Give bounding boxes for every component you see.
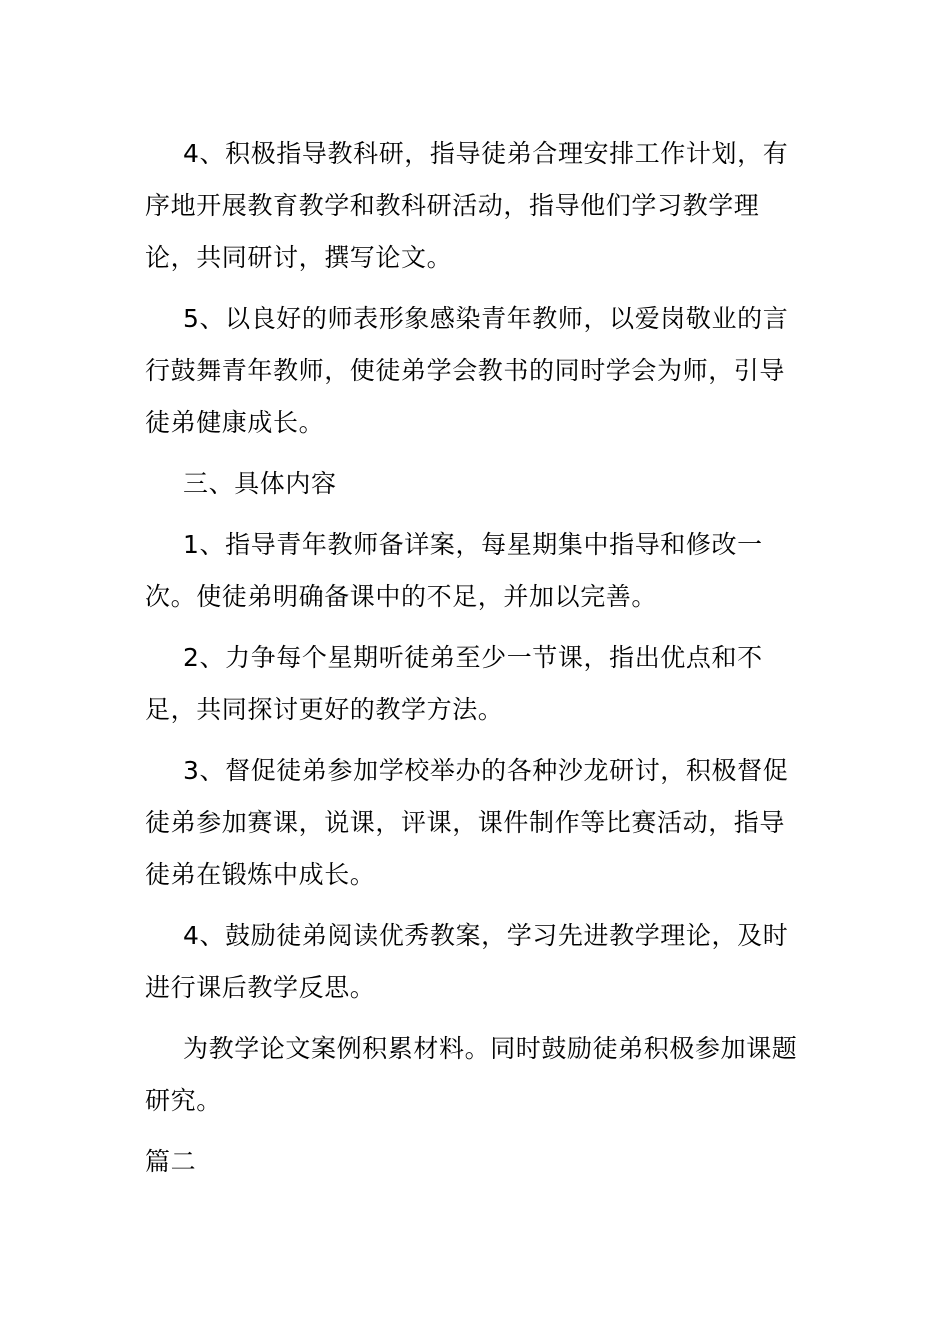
paragraph-salon-activities: 3、督促徒弟参加学校举办的各种沙龙研讨，积极督促徒弟参加赛课，说课，评课，课件制作等比赛活动，指导徒弟在锻炼中成长。: [145, 756, 789, 889]
paragraph-lesson-plans: 1、指导青年教师备详案，每星期集中指导和修改一次。使徒弟明确备课中的不足，并加以完善。: [145, 530, 763, 611]
section-heading-specific-content: 三、具体内容: [183, 469, 337, 498]
paragraph-role-model: 5、以良好的师表形象感染青年教师，以爱岗敬业的言行鼓舞青年教师，使徒弟学会教书的同时学会为师，引导徒弟健康成长。: [145, 304, 789, 437]
paragraph-observe-classes: 2、力争每个星期听徒弟至少一节课，指出优点和不足，共同探讨更好的教学方法。: [145, 643, 763, 724]
paragraph-guide-research: 4、积极指导教科研，指导徒弟合理安排工作计划，有序地开展教育教学和教科研活动，指导他们学习教学理论，共同研讨，撰写论文。: [145, 139, 789, 272]
section-heading-part-two: 篇二: [145, 1147, 197, 1176]
document-body: [145, 128, 801, 1197]
paragraph-reading-reflection: 4、鼓励徒弟阅读优秀教案，学习先进教学理论，及时进行课后教学反思。: [145, 921, 789, 1002]
paragraph-accumulate-materials: 为教学论文案例积累材料。同时鼓励徒弟积极参加课题研究。: [145, 1034, 798, 1115]
